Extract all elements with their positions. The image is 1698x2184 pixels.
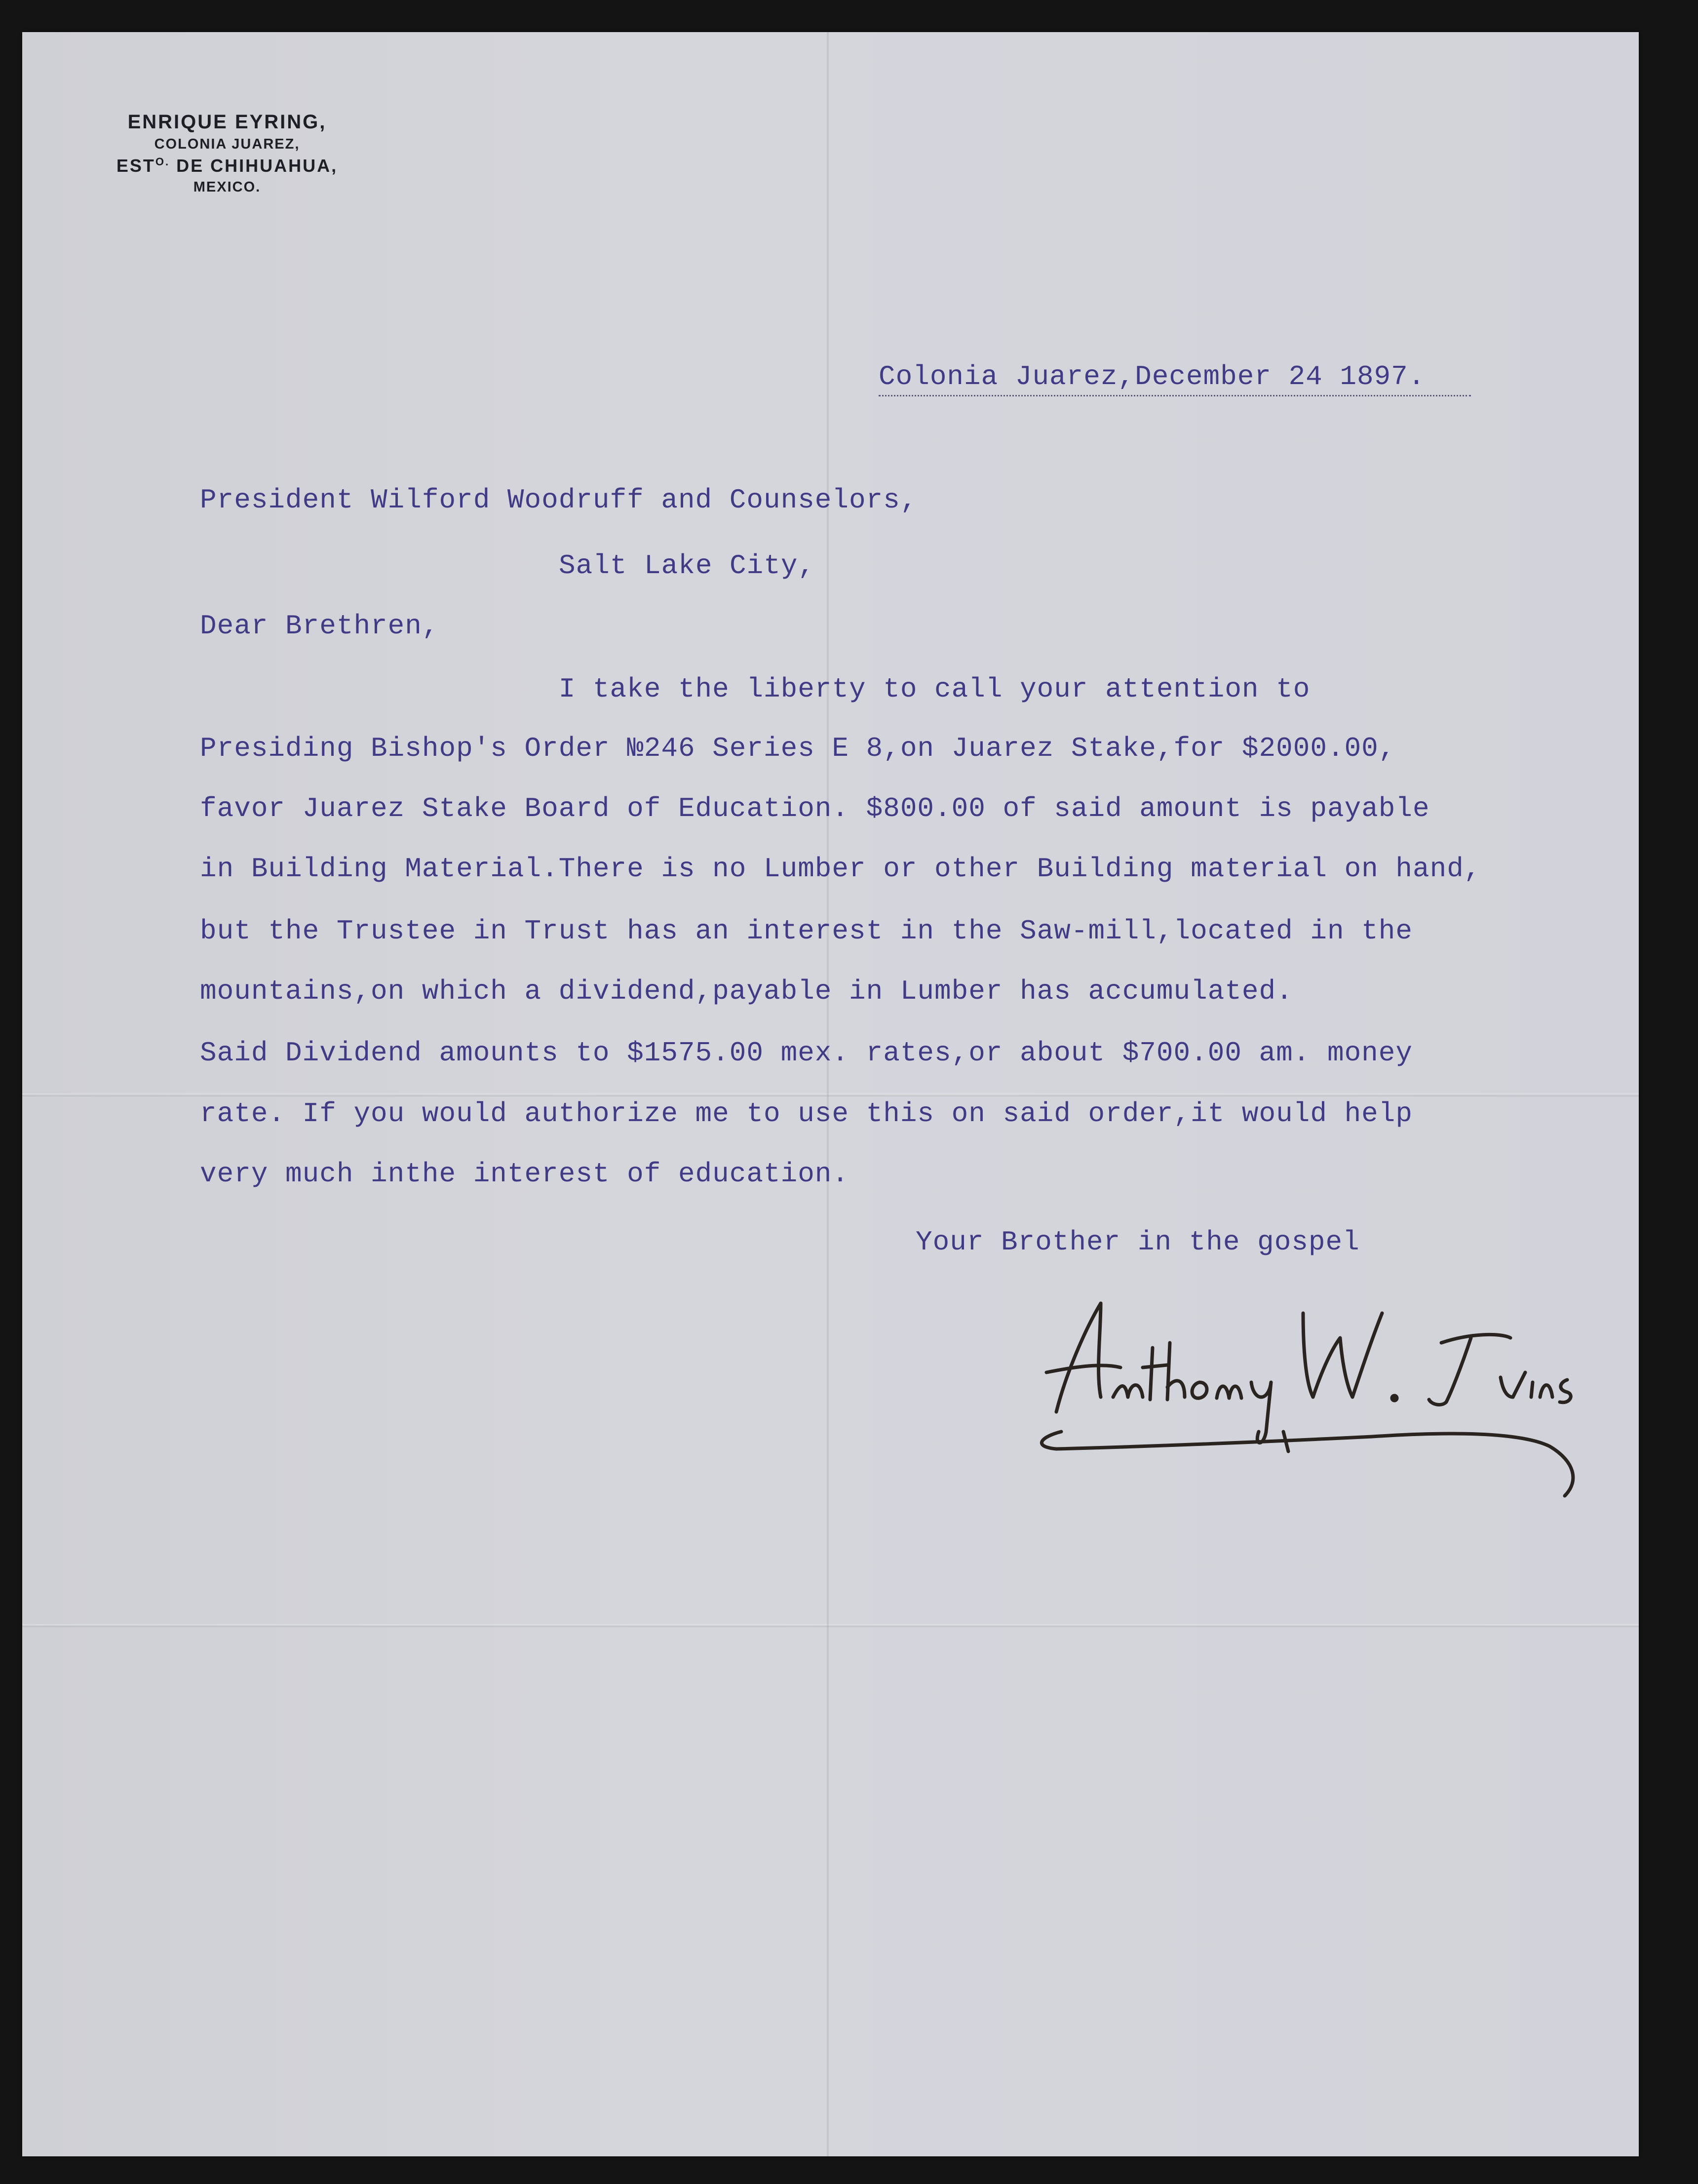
body-line: in Building Material.There is no Lumber or other Building material on hand, [200,853,1481,885]
body-line: favor Juarez Stake Board of Education. $800.00 of said amount is payable [200,793,1430,824]
letterhead-state-rest: DE CHIHUAHUA, [170,156,338,176]
vertical-fold-mark [827,32,829,2156]
body-line: I take the liberty to call your attention to [200,673,1311,705]
body-line: but the Trustee in Trust has an interest in the Saw-mill,located in the [200,915,1413,947]
letter-page [22,32,1639,2156]
letterhead-country: MEXICO. [193,179,261,195]
horizontal-fold-mark [22,1624,1639,1627]
letterhead-state [99,156,355,176]
letterhead-colonia: COLONIA JUAREZ, [154,136,300,152]
body-line: rate. If you would authorize me to use this on said order,it would help [200,1098,1413,1130]
handwritten-signature [1027,1284,1599,1511]
body-line: Presiding Bishop's Order №246 Series E 8,on Juarez Stake,for $2000.00, [200,733,1396,764]
dateline: Colonia Juarez,December 24 1897. [879,361,1426,392]
letterhead-state-superscript: O. [155,156,170,168]
addressee-city: Salt Lake City, [559,550,815,582]
horizontal-fold-mark [22,1093,1639,1096]
body-line: Said Dividend amounts to $1575.00 mex. rates,or about $700.00 am. money [200,1037,1413,1069]
letterhead-state-prefix: EST [116,156,155,176]
dateline-dotted-rule [879,395,1471,396]
letterhead [99,111,355,195]
body-line: very much inthe interest of education. [200,1158,849,1190]
closing: Your Brother in the gospel [916,1226,1360,1258]
greeting: Dear Brethren, [200,610,439,642]
addressee: President Wilford Woodruff and Counselors, [200,484,918,516]
letterhead-name: ENRIQUE EYRING, [127,111,327,133]
body-line: mountains,on which a dividend,payable in Lumber has accumulated. [200,975,1293,1007]
